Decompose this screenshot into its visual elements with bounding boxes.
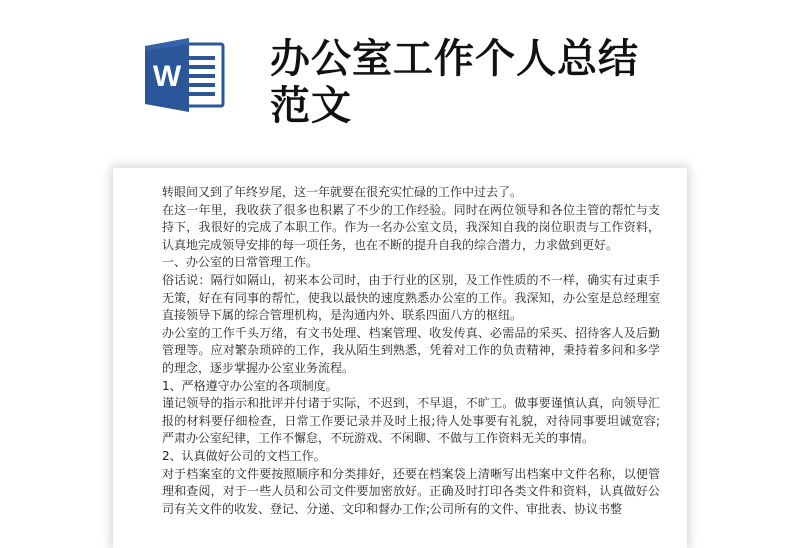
paragraph: 对于档案室的文件要按照顺序和分类排好，还要在档案袋上清晰写出档案中文件名称，以便管理和查阅，对于一些人员和公司文件要加密放好。正确及时打印各类文件和资料，认真做好公司有关文件的收发、登记、分递、文印和督办工作;公司所有的文件、审批表、协议书整 [162, 466, 660, 516]
subsection-heading: 1、严格遵守办公室的各项制度。 [162, 378, 338, 393]
header [0, 0, 800, 150]
section-heading: 一、办公室的日常管理工作。 [162, 255, 319, 270]
paragraph: 在这一年里，我收获了很多也积累了不少的工作经验。同时在两位领导和各位主管的帮忙与支持下，我很好的完成了本职工作。作为一名办公室文员，我深知自我的岗位职责与工作资料，认真地完成领导安排的每一项任务，也在不断的提升自我的综合潜力，力求做到更好。 [162, 202, 660, 252]
subsection-heading: 2、认真做好公司的文档工作。 [162, 448, 326, 463]
page-title-line-2: 范文 [270, 83, 352, 129]
paragraph: 办公室的工作千头万绪，有文书处理、档案管理、收发传真、必需品的采买、招待客人及后勤管理等。应对繁杂琐碎的工作，我从陌生到熟悉，凭着对工作的负责精神，秉持着多问和多学的理念，逐步掌握办公室业务流程。 [162, 325, 660, 375]
page-title [270, 36, 730, 130]
paragraph: 转眼间又到了年终岁尾，这一年就要在很充实忙碌的工作中过去了。 [162, 185, 523, 199]
word-document-icon [143, 36, 227, 114]
paragraph: 俗话说：隔行如隔山，初来本公司时，由于行业的区别，及工作性质的不一样，确实有过束手无策，好在有同事的帮忙，使我以最快的速度熟悉办公室的工作。我深知，办公室是总经理室直接领导下属的综合管理机构，是沟通内外、联系四面八方的枢纽。 [162, 272, 660, 323]
document-body [162, 184, 660, 518]
word-icon-letter: W [152, 60, 182, 93]
page-title-line-1: 办公室工作个人总结 [270, 36, 639, 82]
paragraph: 谨记领导的指示和批评并付诸于实际，不迟到，不早退，不旷工。做事要谨慎认真，向领导汇报的材料要仔细检查，日常工作要记录并及时上报;待人处事要有礼貌，对待同事要坦诚宽容;严肃办公室纪律，工作不懈怠，不玩游戏、不闲聊、不做与工作资料无关的事情。 [162, 396, 660, 446]
